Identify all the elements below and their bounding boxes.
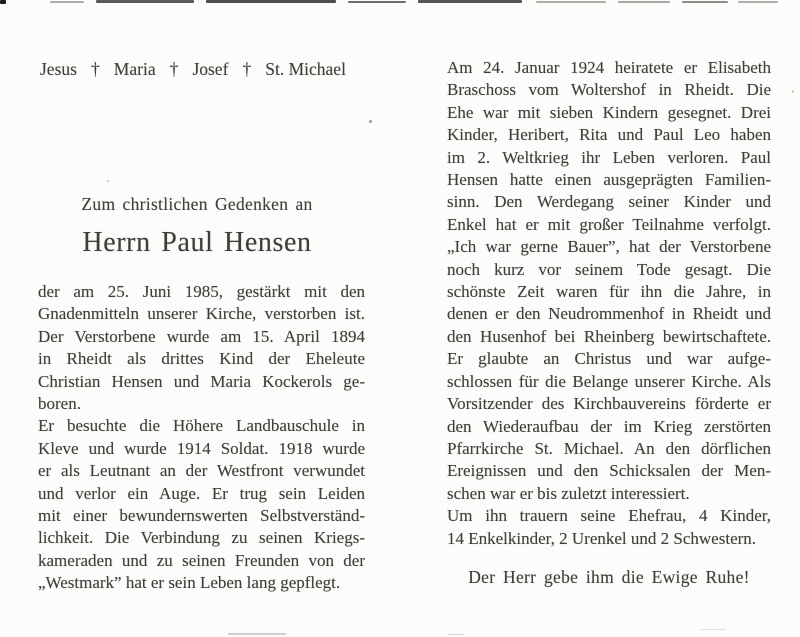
text-line: mit einer bewundernswerten Selbstverständ- xyxy=(38,506,365,526)
text-line: Kinder, Heribert, Rita und Paul Leo haben xyxy=(447,125,771,145)
dagger-icon: † xyxy=(91,59,100,79)
text-line: in Rheidt als drittes Kind der Eheleute xyxy=(38,349,365,369)
text-line: Christian Hensen und Maria Kockerols ge- xyxy=(38,371,365,391)
text-line: Um ihn trauern seine Ehefrau, 4 Kinder, xyxy=(447,506,771,526)
invocation-name: Jesus xyxy=(40,59,77,79)
scan-artifact xyxy=(348,1,406,3)
text-line: Kleve und wurde 1914 Soldat. 1918 wurde xyxy=(38,438,365,458)
dagger-icon: † xyxy=(242,59,252,79)
text-line: im 2. Weltkrieg ihr Leben verloren. Paul xyxy=(447,147,771,167)
text-line: den Wiederaufbau der im Krieg zerstörten xyxy=(447,416,771,436)
text-line: Gnadenmitteln unserer Kirche, verstorben ist. xyxy=(38,304,365,324)
text-line: Der Verstorbene wurde am 15. April 1894 xyxy=(38,326,365,346)
text-line: kameraden und zu seinen Freunden von der xyxy=(38,550,365,570)
scan-speck xyxy=(792,90,794,93)
scan-artifact xyxy=(682,1,728,3)
text-line: schen war er bis zuletzt interessiert. xyxy=(447,483,690,503)
text-line: lichkeit. Die Verbindung zu seinen Kriegs- xyxy=(38,528,365,548)
text-line: Pfarrkirche St. Michael. An den dörflichen xyxy=(447,438,771,458)
text-line: den Husenhof bei Rheinberg bewirtschaftete. xyxy=(447,326,771,346)
text-line: Ehe war mit sieben Kindern gesegnet. Drei xyxy=(447,102,771,122)
text-line: schönste Zeit waren für ihn die Jahre, in xyxy=(447,282,771,302)
scan-artifact xyxy=(206,0,336,3)
scan-artifact xyxy=(618,1,670,3)
scan-speck xyxy=(369,120,372,123)
text-line: „Ich war gerne Bauer”, hat der Verstorbene xyxy=(447,237,771,257)
text-line: Hensen hatte einen ausgeprägten Familien- xyxy=(447,170,771,190)
dedication-line: Zum christlichen Gedenken an xyxy=(81,194,313,214)
text-line: sinn. Den Werdegang seiner Kinder und xyxy=(447,192,771,212)
deceased-name: Herrn Paul Hensen xyxy=(82,227,312,258)
invocation-name: Maria xyxy=(113,59,156,79)
scan-artifact-corner xyxy=(0,0,6,4)
text-line: boren. xyxy=(38,394,81,414)
text-line: er als Leutnant an der Westfront verwundet xyxy=(38,461,365,481)
scan-artifact xyxy=(228,633,286,635)
scan-artifact xyxy=(418,0,522,3)
invocation-name: Josef xyxy=(192,59,229,79)
text-line: denen er den Neudrommenhof in Rheidt und xyxy=(447,304,771,324)
scan-artifact xyxy=(96,0,194,3)
text-line: Ereignissen und den Schicksalen der Men- xyxy=(447,461,771,481)
invocation-name: St. Michael xyxy=(265,59,346,79)
text-line: 14 Enkelkinder, 2 Urenkel und 2 Schwestern. xyxy=(447,528,757,548)
closing-prayer: Der Herr gebe ihm die Ewige Ruhe! xyxy=(468,567,750,587)
invocation-header xyxy=(40,58,346,80)
text-line: noch kurz vor seinem Tode gesagt. Die xyxy=(447,259,771,279)
scan-artifact xyxy=(738,1,778,3)
scan-artifact xyxy=(50,1,84,3)
scan-artifact xyxy=(448,634,464,635)
text-line: „Westmark” hat er sein Leben lang gepflegt. xyxy=(38,573,341,593)
dagger-icon: † xyxy=(169,59,179,79)
text-line: der am 25. Juni 1985, gestärkt mit den xyxy=(38,282,365,301)
text-line: schlossen für die Belange unserer Kirche. Als xyxy=(447,371,771,391)
text-line: Braschoss vom Woltershof in Rheidt. Die xyxy=(447,80,771,100)
scan-speck xyxy=(107,180,109,182)
scan-artifact xyxy=(536,1,606,3)
text-line: Er besuchte die Höhere Landbauschule in xyxy=(38,416,365,436)
left-column-text xyxy=(38,281,365,595)
text-line: und verlor ein Auge. Er trug sein Leiden xyxy=(38,483,365,503)
text-line: Enkel hat er mit großer Teilnahme verfolgt. xyxy=(447,214,771,234)
text-line: Vorsitzender des Kirchbauvereins förderte er xyxy=(447,394,771,414)
right-column-text xyxy=(447,57,771,550)
text-line: Er glaubte an Christus und war aufge- xyxy=(447,349,771,369)
text-line: Am 24. Januar 1924 heiratete er Elisabeth xyxy=(447,58,771,77)
scan-artifact xyxy=(700,629,726,630)
